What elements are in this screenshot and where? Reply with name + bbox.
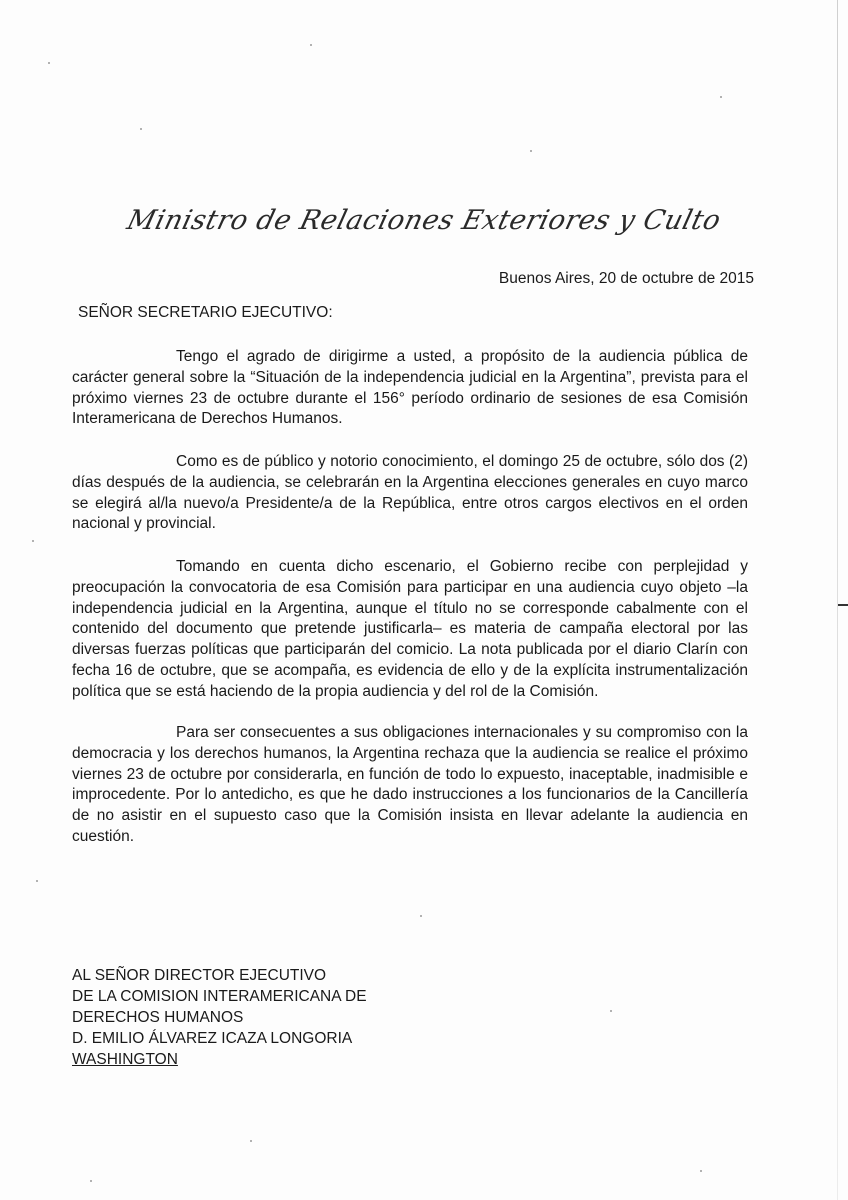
body-paragraph-4: Para ser consecuentes a sus obligaciones internacionales y su compromiso con la democracia y los derechos humanos, la Argentina rechaza que la audiencia se realice el próximo viernes 23 de octubre por considerarla, en función de todo lo expuesto, inaceptable, inadmisible e improcedente. Por lo antedicho, es que he dado instrucciones a los funcionarios de la Cancillería de no asistir en el supuesto caso que la Comisión insista en llevar adelante la audiencia en cuestión. bbox=[72, 724, 748, 845]
scan-speck bbox=[32, 540, 34, 542]
addressee-line: D. EMILIO ÁLVAREZ ICAZA LONGORIA bbox=[72, 1030, 353, 1047]
scan-speck bbox=[720, 96, 722, 98]
letter-date: Buenos Aires, 20 de octubre de 2015 bbox=[498, 270, 754, 287]
addressee-line: DE LA COMISION INTERAMERICANA DE bbox=[72, 988, 367, 1005]
scan-speck bbox=[250, 1140, 252, 1142]
scan-speck bbox=[610, 1010, 612, 1012]
addressee-line: AL SEÑOR DIRECTOR EJECUTIVO bbox=[72, 967, 327, 984]
body-paragraph-2: Como es de público y notorio conocimiento, el domingo 25 de octubre, sólo dos (2) días después de la audiencia, se celebrarán en la Argentina elecciones generales en cuyo marco se elegirá al/la nuevo/a Presidente/a de la República, entre otros cargos electivos en el orden nacional y provincial. bbox=[72, 453, 748, 533]
letterhead: Ministro de Relaciones Exteriores y Culto bbox=[123, 205, 725, 236]
addressee-city: WASHINGTON bbox=[72, 1051, 178, 1068]
addressee-block bbox=[72, 965, 367, 1070]
scan-speck bbox=[420, 915, 422, 917]
scan-speck bbox=[36, 880, 38, 882]
margin-mark bbox=[838, 604, 848, 606]
scan-speck bbox=[530, 150, 532, 152]
scan-speck bbox=[90, 1180, 92, 1182]
body-paragraph-3: Tomando en cuenta dicho escenario, el Gobierno recibe con perplejidad y preocupación la convocatoria de esa Comisión para participar en una audiencia cuyo objeto –la independencia judicial en la Argentina, aunque el título no se corresponde cabalmente con el contenido del documento que pretende justificarla– es materia de campaña electoral por las diversas fuerzas políticas que participarán del comicio. La nota publicada por el diario Clarín con fecha 16 de octubre, que se acompaña, es evidencia de ello y de la explícita instrumentalización política que se está haciendo de la propia audiencia y del rol de la Comisión. bbox=[72, 558, 748, 700]
salutation: SEÑOR SECRETARIO EJECUTIVO: bbox=[78, 304, 333, 321]
addressee-line: DERECHOS HUMANOS bbox=[72, 1009, 244, 1026]
scan-speck bbox=[48, 62, 50, 64]
scan-speck bbox=[140, 128, 142, 130]
body-paragraph-1: Tengo el agrado de dirigirme a usted, a propósito de la audiencia pública de carácter general sobre la “Situación de la independencia judicial en la Argentina”, prevista para el próximo viernes 23 de octubre durante el 156° período ordinario de sesiones de esa Comisión Interamericana de Derechos Humanos. bbox=[72, 348, 748, 428]
scan-speck bbox=[700, 1170, 702, 1172]
scan-speck bbox=[310, 44, 312, 46]
page-edge-line bbox=[837, 0, 838, 1200]
